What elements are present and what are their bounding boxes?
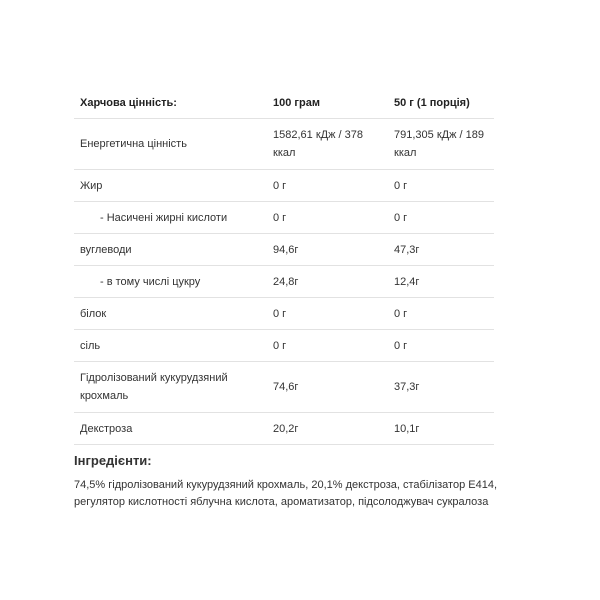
value-per-portion: 0 г (394, 179, 408, 192)
value-per-portion: 47,3г (394, 243, 420, 256)
table-row (74, 362, 494, 413)
nutrient-name: - в тому числі цукру (100, 275, 201, 288)
value-per-portion: 791,305 кДж / 189 ккал (394, 129, 484, 159)
value-per-portion: 0 г (394, 211, 408, 224)
value-per-portion: 0 г (394, 339, 408, 352)
nutrient-name: Енергетична цінність (80, 138, 187, 150)
header-nutrition-label: Харчова цінність: (80, 97, 177, 109)
ingredients-text: 74,5% гідролізований кукурудзяний крохмаль, 20,1% декстроза, стабілізатор Е414, регулятор кислотності яблучна кислота, ароматизатор, підсолоджувач сукралоза (74, 479, 498, 508)
nutrition-table (74, 88, 494, 445)
value-per-portion: 37,3г (394, 381, 420, 393)
value-per-100g: 0 г (273, 339, 287, 352)
nutrient-name: - Насичені жирні кислоти (100, 211, 228, 224)
nutrient-name: Жир (80, 179, 103, 192)
table-row (74, 298, 494, 330)
table-row (74, 413, 494, 445)
value-per-100g: 94,6г (273, 243, 299, 256)
table-row (74, 330, 494, 362)
nutrient-name: білок (80, 307, 107, 320)
nutrient-name: сіль (80, 339, 101, 352)
value-per-portion: 12,4г (394, 275, 420, 288)
table-row (74, 202, 494, 234)
table-header-row (74, 88, 494, 119)
value-per-portion: 10,1г (394, 422, 420, 435)
value-per-portion: 0 г (394, 307, 408, 320)
header-per-100g: 100 грам (273, 97, 320, 109)
table-row (74, 170, 494, 202)
value-per-100g: 74,6г (273, 381, 299, 393)
value-per-100g: 0 г (273, 179, 287, 192)
value-per-100g: 1582,61 кДж / 378 ккал (273, 129, 363, 159)
value-per-100g: 20,2г (273, 422, 299, 435)
value-per-100g: 0 г (273, 307, 287, 320)
value-per-100g: 0 г (273, 211, 287, 224)
value-per-100g: 24,8г (273, 275, 299, 288)
table-row (74, 234, 494, 266)
table-row (74, 119, 494, 170)
ingredients-heading: Інгредієнти: (74, 453, 152, 468)
table-row (74, 266, 494, 298)
header-per-portion: 50 г (1 порція) (394, 97, 470, 109)
nutrient-name: вуглеводи (80, 243, 132, 256)
nutrient-name: Гідролізований кукурудзяний крохмаль (80, 372, 228, 402)
nutrient-name: Декстроза (80, 422, 133, 435)
